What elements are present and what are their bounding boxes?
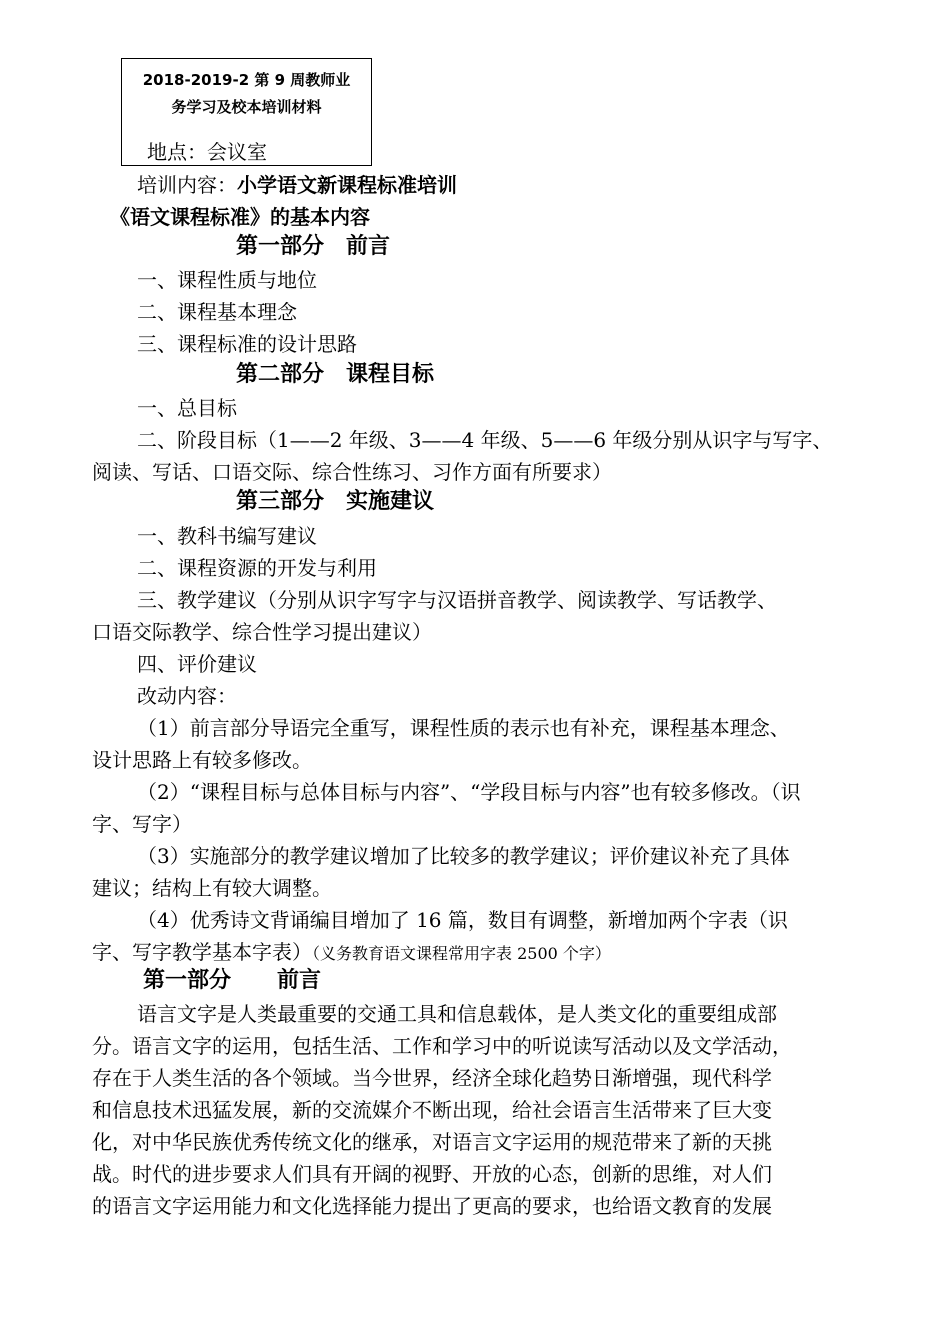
section-heading [143, 966, 321, 996]
header-title-line1: 2018-2019-2 第 9 周教师业 [142, 71, 351, 89]
part3-item-3-line2: 口语交际教学、综合性学习提出建议） [92, 620, 432, 644]
part1-item-2: 二、课程基本理念 [137, 300, 297, 324]
document-title: 《语文课程标准》的基本内容 [110, 205, 370, 229]
header-box-title [122, 67, 371, 121]
part3-item-3-line1: 三、教学建议（分别从识字写字与汉语拼音教学、阅读教学、写话教学、 [137, 588, 777, 612]
change-4-line2-note: （义务教育语文课程常用字表 2500 个字） [312, 944, 611, 963]
part1-heading-title: 前言 [346, 234, 391, 259]
part2-item-2-line2: 阅读、写话、口语交际、综合性练习、习作方面有所要求） [92, 460, 612, 484]
part3-item-2: 二、课程资源的开发与利用 [137, 556, 377, 580]
change-3-line2: 建议；结构上有较大调整。 [92, 876, 332, 900]
part3-item-4: 四、评价建议 [137, 652, 257, 676]
preface-line-3: 存在于人类生活的各个领域。当今世界，经济全球化趋势日渐增强，现代科学 [92, 1066, 772, 1090]
location-label: 地点：会议室 [147, 140, 267, 164]
training-label: 培训内容： [137, 173, 237, 197]
part1-item-1: 一、课程性质与地位 [137, 268, 317, 292]
part2-item-1: 一、总目标 [137, 396, 237, 420]
part3-heading [236, 487, 434, 517]
preface-line-1: 语言文字是人类最重要的交通工具和信息载体，是人类文化的重要组成部 [137, 1002, 777, 1026]
change-3-line1: （3）实施部分的教学建议增加了比较多的教学建议；评价建议补充了具体 [137, 844, 790, 868]
part2-heading-title: 课程目标 [346, 362, 435, 387]
part1-heading [236, 232, 390, 262]
change-1-line2: 设计思路上有较多修改。 [92, 748, 312, 772]
preface-line-2: 分。语言文字的运用，包括生活、工作和学习中的听说读写活动以及文学活动， [92, 1034, 792, 1058]
part3-heading-title: 实施建议 [346, 489, 435, 514]
preface-line-4: 和信息技术迅猛发展，新的交流媒介不断出现，给社会语言生活带来了巨大变 [92, 1098, 772, 1122]
header-title-line2: 务学习及校本培训材料 [171, 98, 322, 116]
preface-line-7: 的语言文字运用能力和文化选择能力提出了更高的要求，也给语文教育的发展 [92, 1194, 772, 1218]
section-heading-title: 前言 [277, 968, 322, 993]
part2-heading [236, 360, 434, 390]
change-4-line2 [92, 937, 611, 969]
part3-heading-number: 第三部分 [236, 489, 325, 514]
change-4-line1: （4）优秀诗文背诵编目增加了 16 篇，数目有调整，新增加两个字表（识 [137, 908, 788, 932]
change-4-line2-main: 字、写字教学基本字表） [92, 940, 312, 964]
part1-heading-number: 第一部分 [236, 234, 325, 259]
part2-item-2-line1: 二、阶段目标（1——2 年级、3——4 年级、5——6 年级分别从识字与写字、 [137, 428, 833, 452]
header-box [121, 58, 372, 166]
part2-heading-number: 第二部分 [236, 362, 325, 387]
part3-item-1: 一、教科书编写建议 [137, 524, 317, 548]
change-2-line1: （2）“课程目标与总体目标与内容”、“学段目标与内容”也有较多修改。（识 [137, 780, 801, 804]
training-content-line [137, 170, 457, 200]
changes-label: 改动内容： [137, 684, 237, 708]
preface-line-5: 化，对中华民族优秀传统文化的继承，对语言文字运用的规范带来了新的天挑 [92, 1130, 772, 1154]
preface-line-6: 战。时代的进步要求人们具有开阔的视野、开放的心态，创新的思维，对人们 [92, 1162, 772, 1186]
change-2-line2: 字、写字） [92, 812, 192, 836]
training-value: 小学语文新课程标准培训 [237, 173, 457, 197]
section-heading-number: 第一部分 [143, 968, 232, 993]
part1-item-3: 三、课程标准的设计思路 [137, 332, 357, 356]
change-1-line1: （1）前言部分导语完全重写，课程性质的表示也有补充，课程基本理念、 [137, 716, 790, 740]
